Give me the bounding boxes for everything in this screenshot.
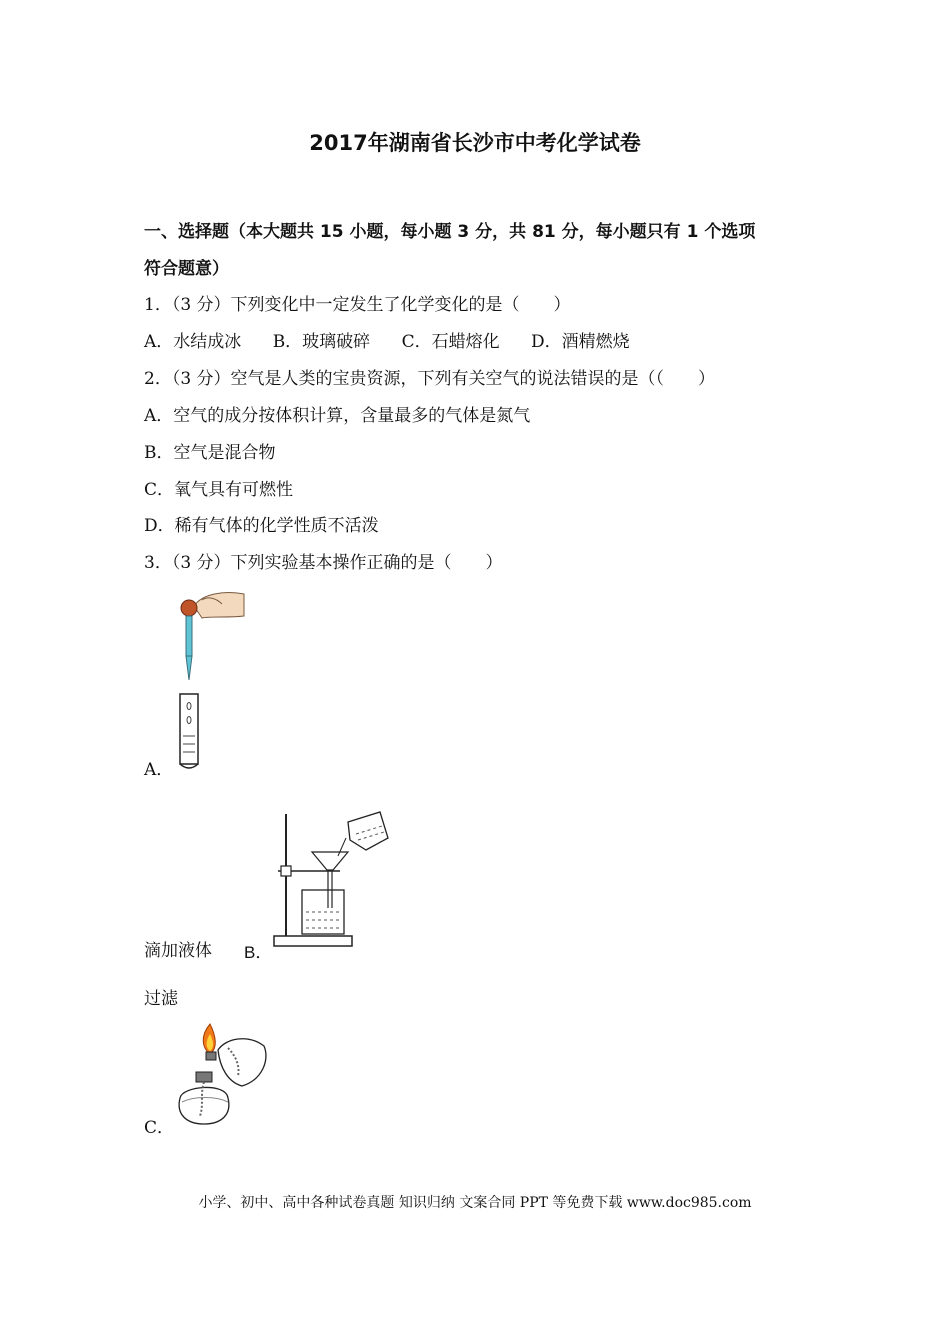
- page-title: 2017年湖南省长沙市中考化学试卷: [309, 131, 641, 155]
- q3-option-b-caption: 过滤: [144, 989, 178, 1009]
- q1-option-d: D．酒精燃烧: [531, 332, 630, 352]
- q1-option-c: C．石蜡熔化: [401, 332, 500, 352]
- q3-option-b-label: B．: [244, 943, 273, 962]
- section-heading-line1: 一、选择题（本大题共 15 小题，每小题 3 分，共 81 分，每小题只有 1 个选项: [144, 222, 756, 242]
- q3-option-a-caption: 滴加液体: [144, 941, 212, 961]
- question-1-options: [144, 327, 630, 352]
- page-footer: 小学、初中、高中各种试卷真题 知识归纳 文案合同 PPT 等免费下载 www.doc985.com: [198, 1195, 752, 1211]
- q2-option-a: A．空气的成分按体积计算，含量最多的气体是氮气: [144, 406, 531, 426]
- question-1-stem: 1．（3 分）下列变化中一定发生了化学变化的是（ ）: [144, 295, 571, 315]
- q1-option-b: B．玻璃破碎: [272, 332, 371, 352]
- section-heading-line2: 符合题意）: [144, 259, 229, 279]
- q3-option-c-label: C．: [144, 1118, 175, 1138]
- q2-option-b: B．空气是混合物: [144, 443, 276, 463]
- filtration-apparatus-icon: [270, 808, 394, 954]
- dropper-test-tube-icon: [172, 588, 248, 772]
- q3-option-a-label: A．: [144, 760, 174, 780]
- question-3-stem: 3．（3 分）下列实验基本操作正确的是（ ）: [144, 553, 503, 573]
- question-2-stem: 2．（3 分）空气是人类的宝贵资源，下列有关空气的说法错误的是（（ ）: [144, 369, 716, 389]
- alcohol-lamp-lighting-icon: [170, 1020, 274, 1132]
- q1-option-a: A．水结成冰: [144, 332, 242, 352]
- q2-option-c: C．氧气具有可燃性: [144, 480, 294, 500]
- q2-option-d: D．稀有气体的化学性质不活泼: [144, 516, 379, 536]
